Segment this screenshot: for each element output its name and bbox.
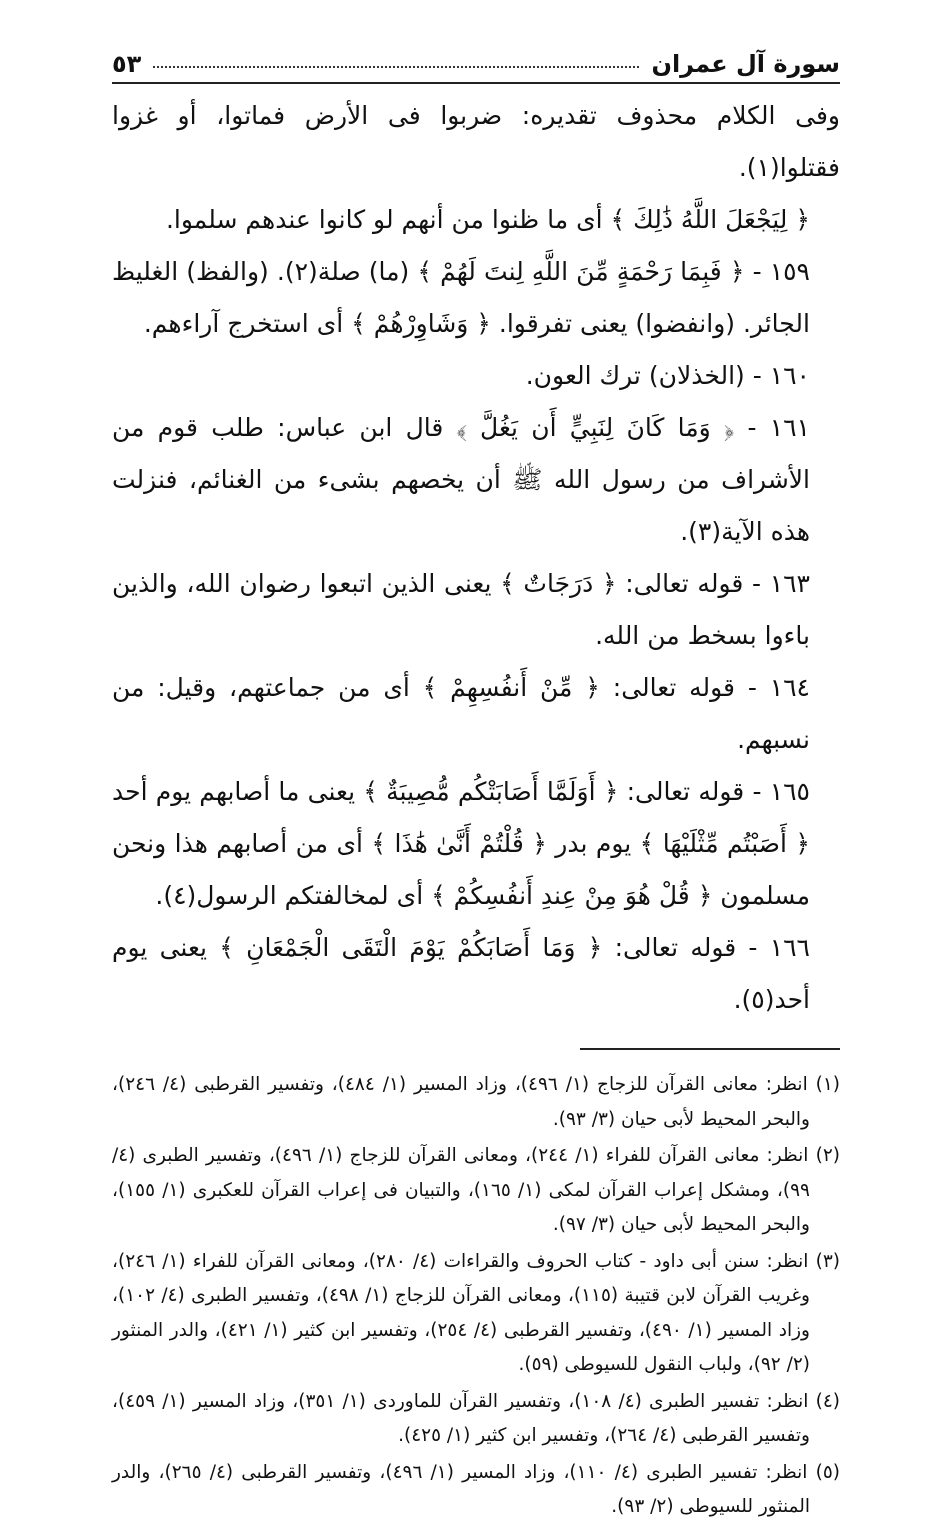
footnote-5: (٥) انظر: تفسير الطبرى (٤/ ١١٠)، وزاد المسير (١/ ٤٩٦)، وتفسير القرطبى (٤/ ٢٦٥)، والدر المنثور للسيوطى (٢/ ٩٣). (112, 1461, 840, 1517)
book-page (112, 30, 840, 1527)
footnotes (112, 1068, 840, 1525)
page-header (112, 30, 840, 84)
footnote-3: (٣) انظر: سنن أبى داود - كتاب الحروف والقراءات (٤/ ٢٨٠)، ومعانى القرآن للفراء (١/ ٢٤٦)، وغريب القرآن لابن قتيبة (١١٥)، ومعانى القرآن للزجاج (١/ ٤٩٨)، وتفسير الطبرى (٤/ ١٠٢)، وزاد المسير (١/ ٤٩٠)، وتفسير القرطبى (٤/ ٢٥٤)، وتفسير ابن كثير (١/ ٤٢١)، والدر المنثور (٢/ ٩٢)، ولباب النقول للسيوطى (٥٩). (112, 1250, 840, 1375)
verse-163: ١٦٣ - قوله تعالى: ﴿ دَرَجَاتٌ ﴾ يعنى الذين اتبعوا رضوان الله، والذين باءوا بسخط من الله. (112, 569, 810, 650)
paragraph: ﴿ لِيَجْعَلَ اللَّهُ ذَٰلِكَ ﴾ أى ما ظنوا من أنهم لو كانوا عندهم سلموا. (165, 205, 810, 234)
verse-159: ١٥٩ - ﴿ فَبِمَا رَحْمَةٍ مِّنَ اللَّهِ لِنتَ لَهُمْ ﴾ (ما) صلة(٢). (والفظ) الغليظ الجائر. (وانفضوا) يعنى تفرقوا. ﴿ وَشَاوِرْهُمْ ﴾ أى استخرج آراءهم. (112, 257, 810, 338)
page-number: ٥٣ (112, 50, 142, 78)
footnote-divider (580, 1048, 840, 1050)
footnote-4: (٤) انظر: تفسير الطبرى (٤/ ١٠٨)، وتفسير القرآن للماوردى (١/ ٣٥١)، وزاد المسير (١/ ٤٥٩)، وتفسير القرطبى (٤/ ٢٦٤)، وتفسير ابن كثير (١/ ٤٢٥). (112, 1390, 840, 1446)
verse-161: ١٦١ - ﴿ وَمَا كَانَ لِنَبِيٍّ أَن يَغُلَّ ﴾ قال ابن عباس: طلب قوم من الأشراف من رسول الله ﷺ أن يخصهم بشىء من الغنائم، فنزلت هذه الآية(٣). (112, 413, 810, 546)
paragraph: وفى الكلام محذوف تقديره: ضربوا فى الأرض فماتوا، أو غزوا فقتلوا(١). (112, 101, 840, 182)
verse-165: ١٦٥ - قوله تعالى: ﴿ أَوَلَمَّا أَصَابَتْكُم مُّصِيبَةٌ ﴾ يعنى ما أصابهم يوم أحد ﴿ أَصَبْتُم مِّثْلَيْهَا ﴾ يوم بدر ﴿ قُلْتُمْ أَنَّىٰ هَٰذَا ﴾ أى من أصابهم هذا ونحن مسلمون ﴿ قُلْ هُوَ مِنْ عِندِ أَنفُسِكُمْ ﴾ أى لمخالفتكم الرسول(٤). (112, 777, 810, 910)
main-text (112, 90, 840, 1026)
header-dotted-leader (153, 66, 639, 68)
footnote-1: (١) انظر: معانى القرآن للزجاج (١/ ٤٩٦)، وزاد المسير (١/ ٤٨٤)، وتفسير القرطبى (٤/ ٢٤٦)، والبحر المحيط لأبى حيان (٣/ ٩٣). (112, 1074, 840, 1130)
footnote-2: (٢) انظر: معانى القرآن للفراء (١/ ٢٤٤)، ومعانى القرآن للزجاج (١/ ٤٩٦)، وتفسير الطبرى (٤/ ٩٩)، ومشكل إعراب القرآن لمكى (١/ ١٦٥)، والتبيان فى إعراب القرآن للعكبرى (١/ ١٥٥)، والبحر المحيط لأبى حيان (٣/ ٩٧). (112, 1145, 840, 1235)
verse-166: ١٦٦ - قوله تعالى: ﴿ وَمَا أَصَابَكُمْ يَوْمَ الْتَقَى الْجَمْعَانِ ﴾ يعنى يوم أحد(٥). (112, 933, 810, 1014)
verse-164: ١٦٤ - قوله تعالى: ﴿ مِّنْ أَنفُسِهِمْ ﴾ أى من جماعتهم، وقيل: من نسبهم. (112, 673, 810, 754)
surah-title: سورة آل عمران (651, 50, 840, 78)
verse-160: ١٦٠ - (الخذلان) ترك العون. (525, 361, 810, 390)
